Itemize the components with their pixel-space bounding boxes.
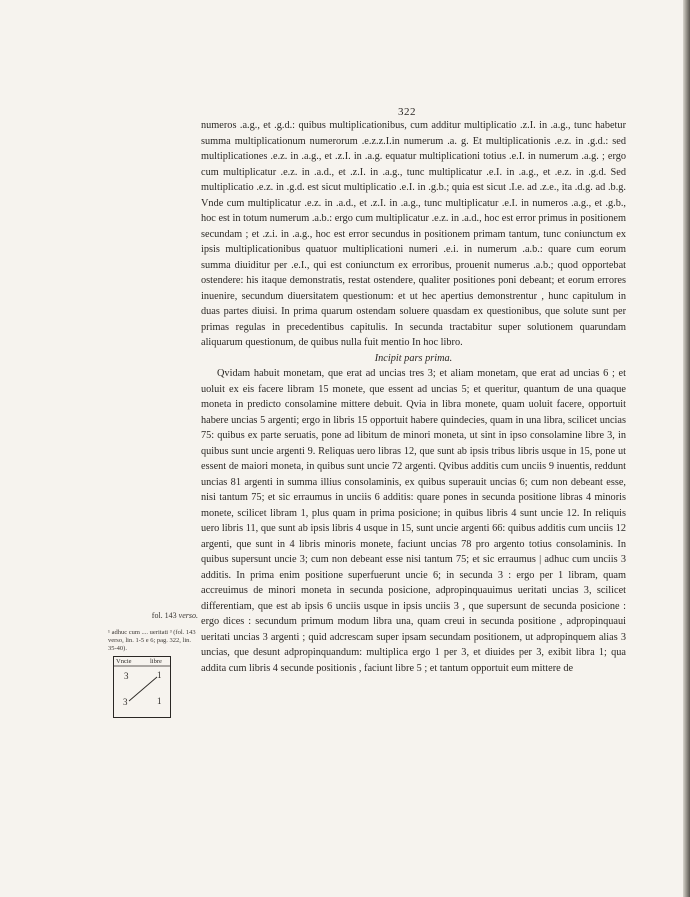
- folio-side: verso.: [178, 611, 198, 620]
- page-edge-shadow: [683, 0, 690, 897]
- margin-notes: [108, 612, 198, 656]
- diagram-value-bottom-left: 3: [123, 697, 128, 707]
- diagram-label-libre: libre: [150, 658, 162, 665]
- diagram-value-top-right: 1: [157, 670, 162, 680]
- section-heading: Incipit pars prima.: [374, 352, 453, 364]
- page-number: 322: [398, 106, 416, 118]
- diagram-lines: [114, 657, 170, 717]
- diagram-value-top-left: 3: [124, 671, 129, 681]
- diagram-value-bottom-right: 1: [157, 696, 162, 706]
- margin-diagram: [113, 656, 171, 718]
- footnote-reference: ¹ adhuc cum .... ueritati ³ (fol. 143 verso, lin. 1-5 e 6; pag. 322, lin. 35-40).: [108, 629, 196, 652]
- diagram-cross-line: [129, 677, 157, 701]
- folio-reference: [108, 612, 198, 620]
- diagram-label-uncie: Vncie: [116, 658, 132, 665]
- folio-number: fol. 143: [151, 611, 177, 620]
- paragraph-coin-problem: Qvidam habuit monetam, que erat ad uncias tres 3; et aliam monetam, que erat ad uncias 6 ; et uoluit ex eis facere libram 15 monete, que essent ad uncias 5; et queritur, quantum de una quaque moneta in predicto consolamine mittere debuit. Qvia in libra monete, quam uoluit facere, opportuit habere uncias 5 argenti; ergo in libris 15 opportuit habere quindecies, quam in una libra, scilicet uncias 75: quibus ex parte seruatis, pone ad libitum de minori moneta, ut sint in ipso consolamine libre 3, in quibus sunt uncie argenti 9. Reliquas uero libras 12, que sunt ab ipsis tribus libris usque in 15, pone ut essent de maiori moneta, in quibus sunt uncie 72 argenti. Qvibus additis cum unciis 9 inuentis, reddunt uncias 81 argenti in summa illius consolaminis, ex quibus superauit uncias 6; cum non debeant esse, nisi tantum 75; et sic erraumus in unciis 6 additis: quare pones in secunda positione libras 4 minoris monete, scilicet libram 1, plus quam in prima posicione; in quibus libris 4 sunt uncie 12. In reliquis uero libris 11, que sunt ab ipsis libris 4 usque in 15, sunt uncie argenti 66: quibus additis cum unciis 12 argenti, que sunt in 4 libris minoris monete, faciunt uncias 78 pro argento totius consolaminis. In quibus supersunt uncie 3; cum non debeant esse nisi tantum 75; et sic erraumus | adhuc cum unciis 3 additis. In prima enim positione superfuerunt uncie 6; in secunda 3 : ergo per 1 libram, quam accreuimus de minori moneta in secunda posicione, adpropinquauimus ueritati uncias 3, scilicet differentiam, que est ab ipsis 6 unciis usque in ipsis unciis 3 , que supersunt de secunda posicione : ergo dices : secundum primum modum libra una, quam creui in secunda positione , adpropinquaui ueritati uncias 3 argenti ; quid adcrescam super ipsam secundam positionem, ut adpropinquem alias 3 uncias, que desunt adpropinquandum: multiplica ergo 1 per 3, et diuides per 3, exibit libra 1; qua addita cum libris 4 secunde positionis , faciunt libre 5 ; et tantum opportuit eum mittere de: [201, 368, 626, 674]
- paragraph-proof-conclusion: numeros .a.g., et .g.d.: quibus multiplicationibus, cum additur multiplicatio .z.I. in .a.g., tunc habetur summa multiplicationum numerorum .e.z.z.I.in numerum .a. g. Et multiplicationis .e.z. in .g.d.: sed multiplicationes .e.z. in .a.g., et .z.I. in .a.g. equatur multiplicationi totius .e.I. in numerum .a.g. ; ergo cum multiplicatur .e.z. in .a.d., et .z.I. in .a.g., tunc multiplicatur .e.I. in .a.g., et .e.z. in .g.d. Sed multiplicatio .e.z. in .g.d. est sicut multiplicatio .e.I. in .g.b.; quia est sicut .I.e. ad .z.e., ita .d.g. ad .b.g. Vnde cum multiplicatur .e.z. in .a.d., et .z.I. in .a.g., tunc multiplicatur .e.I. in numeros .a.g., et .g.b., hoc est in totum numerum .a.b.: ergo cum multiplicatur .e.z. in .a.d., hoc est error primus in positionem secundam ; et .z.i. in .a.g., hoc est error secundus in positionem primam tantum, tunc coniunctum ex ipsis multiplicationibus quatuor multiplicationi numeri .e.i. in numerum .a.b.: quare cum eorum summa diuiditur per .e.I., qui est coniunctum ex erroribus, prouenit numerus .a.b.; quod opportebat ostendere: his itaque demonstratis, restat ostendere, qualiter positiones poni debeant; et eorum errores inuenire, secundum diuersitatem questionum: et ut hec apertius demonstrentur , hunc capitulum in duas partes diuisi. In prima quarum ostendam soluere quasdam ex questionibus, que solute sunt per primas regulas in precedentibus capitulis. In secunda tractabitur super solutionem quarundam aliquarum questionum, de quibus nulla fuit mentio In hoc libro.: [201, 120, 626, 348]
- main-text-column: [201, 118, 626, 676]
